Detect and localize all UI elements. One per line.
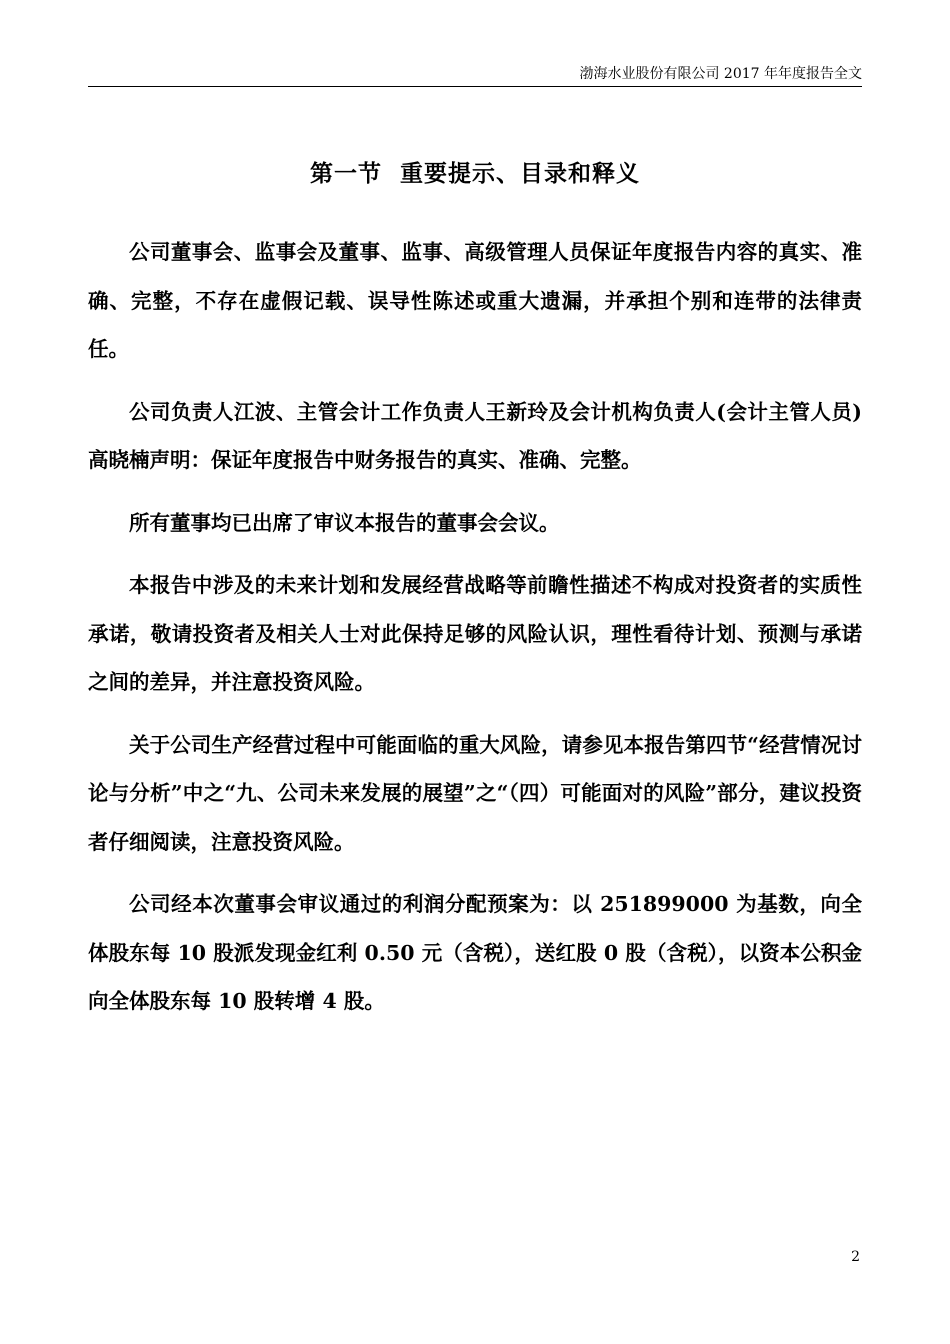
paragraph-directors-attendance: 所有董事均已出席了审议本报告的董事会会议。 [129, 510, 560, 535]
body-text [88, 228, 862, 1040]
paragraph-board-guarantee: 公司董事会、监事会及董事、监事、高级管理人员保证年度报告内容的真实、准确、完整，不存在虚假记载、误导性陈述或重大遗漏，并承担个别和连带的法律责任。 [88, 240, 862, 361]
running-header: 渤海水业股份有限公司 2017 年年度报告全文 [579, 66, 862, 82]
header-divider [88, 86, 862, 87]
paragraph-major-risks: 关于公司生产经营过程中可能面临的重大风险，请参见本报告第四节“经营情况讨论与分析”中之“九、公司未来发展的展望”之“（四）可能面对的风险”部分，建议投资者仔细阅读，注意投资风险。 [88, 732, 862, 854]
section-title: 第一节 重要提示、目录和释义 [309, 160, 640, 187]
paragraph-responsible-persons: 公司负责人江波、主管会计工作负责人王新玲及会计机构负责人(会计主管人员)高晓楠声明：保证年度报告中财务报告的真实、准确、完整。 [88, 399, 862, 472]
paragraph-profit-distribution: 公司经本次董事会审议通过的利润分配预案为：以 251899000 为基数，向全体股东每 10 股派发现金红利 0.50 元（含税），送红股 0 股（含税），以资本公积金向全体股东每 10 股转增 4 股。 [88, 892, 862, 1013]
paragraph-forward-looking: 本报告中涉及的未来计划和发展经营战略等前瞻性描述不构成对投资者的实质性承诺，敬请投资者及相关人士对此保持足够的风险认识，理性看待计划、预测与承诺之间的差异，并注意投资风险。 [88, 573, 862, 694]
page-number: 2 [851, 1249, 860, 1265]
